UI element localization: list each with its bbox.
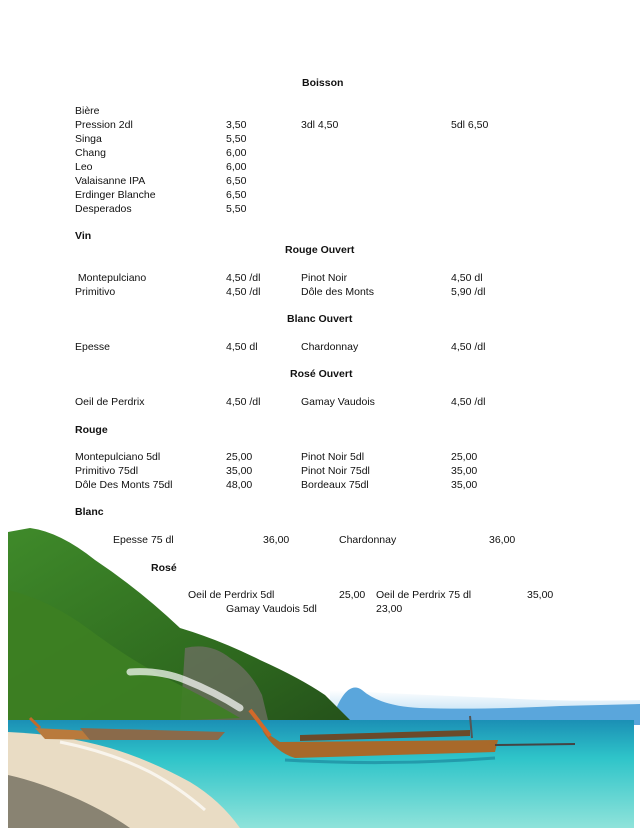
rose-right-name: Oeil de Perdrix 75 dl [376,589,472,601]
blanc-ouvert-right-price: 4,50 /dl [451,341,486,353]
rouge-right-name: Pinot Noir 5dl [301,451,365,463]
biere-item-name: Leo [75,161,93,173]
rose-gamay-price: 23,00 [376,603,403,615]
rose-ouvert-right-price: 4,50 /dl [451,396,486,408]
rouge-right-name: Bordeaux 75dl [301,479,369,491]
rouge-left-name: Primitivo 75dl [75,465,139,477]
rouge-right-price: 35,00 [451,479,478,491]
biere-item-price: 6,50 [226,189,247,201]
rose-ouvert-heading: Rosé Ouvert [290,368,353,380]
rouge-ouvert-right-name: Pinot Noir [301,272,348,284]
rouge-left-name: Dôle Des Monts 75dl [75,479,173,491]
rose-left-name: Oeil de Perdrix 5dl [188,589,275,601]
blanc-ouvert-left-name: Epesse [75,341,111,353]
rouge-ouvert-left-name: Primitivo [75,286,116,298]
rouge-heading: Rouge [75,424,108,436]
biere-item-price-3dl: 3dl 4,50 [301,119,339,131]
boat-propeller-shaft [495,744,575,745]
biere-item-name: Chang [75,147,106,159]
rouge-ouvert-left-price: 4,50 /dl [226,272,261,284]
rouge-ouvert-left-price: 4,50 /dl [226,286,261,298]
biere-item-price: 5,50 [226,133,247,145]
biere-item-price: 6,00 [226,161,247,173]
rouge-left-price: 48,00 [226,479,253,491]
blanc-ouvert-left-price: 4,50 dl [226,341,258,353]
rouge-right-name: Pinot Noir 75dl [301,465,370,477]
blanc-ouvert-heading: Blanc Ouvert [287,313,353,325]
biere-item-name: Valaisanne IPA [75,175,146,187]
biere-item-name: Pression 2dl [75,119,133,131]
blanc-ouvert-right-name: Chardonnay [301,341,359,353]
vin-heading: Vin [75,230,92,242]
rouge-left-name: Montepulciano 5dl [75,451,161,463]
beach-photo [0,520,640,828]
rose-ouvert-right-name: Gamay Vaudois [301,396,375,408]
rouge-right-price: 35,00 [451,465,478,477]
blanc-right-name: Chardonnay [339,534,397,546]
rouge-ouvert-right-price: 4,50 dl [451,272,483,284]
biere-item-price: 3,50 [226,119,247,131]
blanc-left-price: 36,00 [263,534,290,546]
blanc-heading: Blanc [75,506,104,518]
biere-heading: Bière [75,105,100,117]
rose-ouvert-left-price: 4,50 /dl [226,396,261,408]
blanc-left-name: Epesse 75 dl [113,534,174,546]
biere-item-price: 5,50 [226,203,247,215]
biere-item-name: Singa [75,133,102,145]
biere-item-name: Desperados [75,203,132,215]
rose-ouvert-left-name: Oeil de Perdrix [75,396,145,408]
rouge-ouvert-heading: Rouge Ouvert [285,244,355,256]
rose-left-price: 25,00 [339,589,366,601]
rouge-ouvert-left-name: Montepulciano [75,272,147,284]
rose-heading: Rosé [151,562,177,574]
rose-gamay-name: Gamay Vaudois 5dl [226,603,317,615]
biere-item-price: 6,50 [226,175,247,187]
biere-item-name: Erdinger Blanche [75,189,156,201]
rouge-left-price: 25,00 [226,451,253,463]
rouge-ouvert-right-price: 5,90 /dl [451,286,486,298]
rose-right-price: 35,00 [527,589,554,601]
menu-title: Boisson [302,77,344,89]
rouge-ouvert-right-name: Dôle des Monts [301,286,374,298]
biere-item-price-5dl: 5dl 6,50 [451,119,489,131]
blanc-right-price: 36,00 [489,534,516,546]
rouge-left-price: 35,00 [226,465,253,477]
rouge-right-price: 25,00 [451,451,478,463]
biere-item-price: 6,00 [226,147,247,159]
